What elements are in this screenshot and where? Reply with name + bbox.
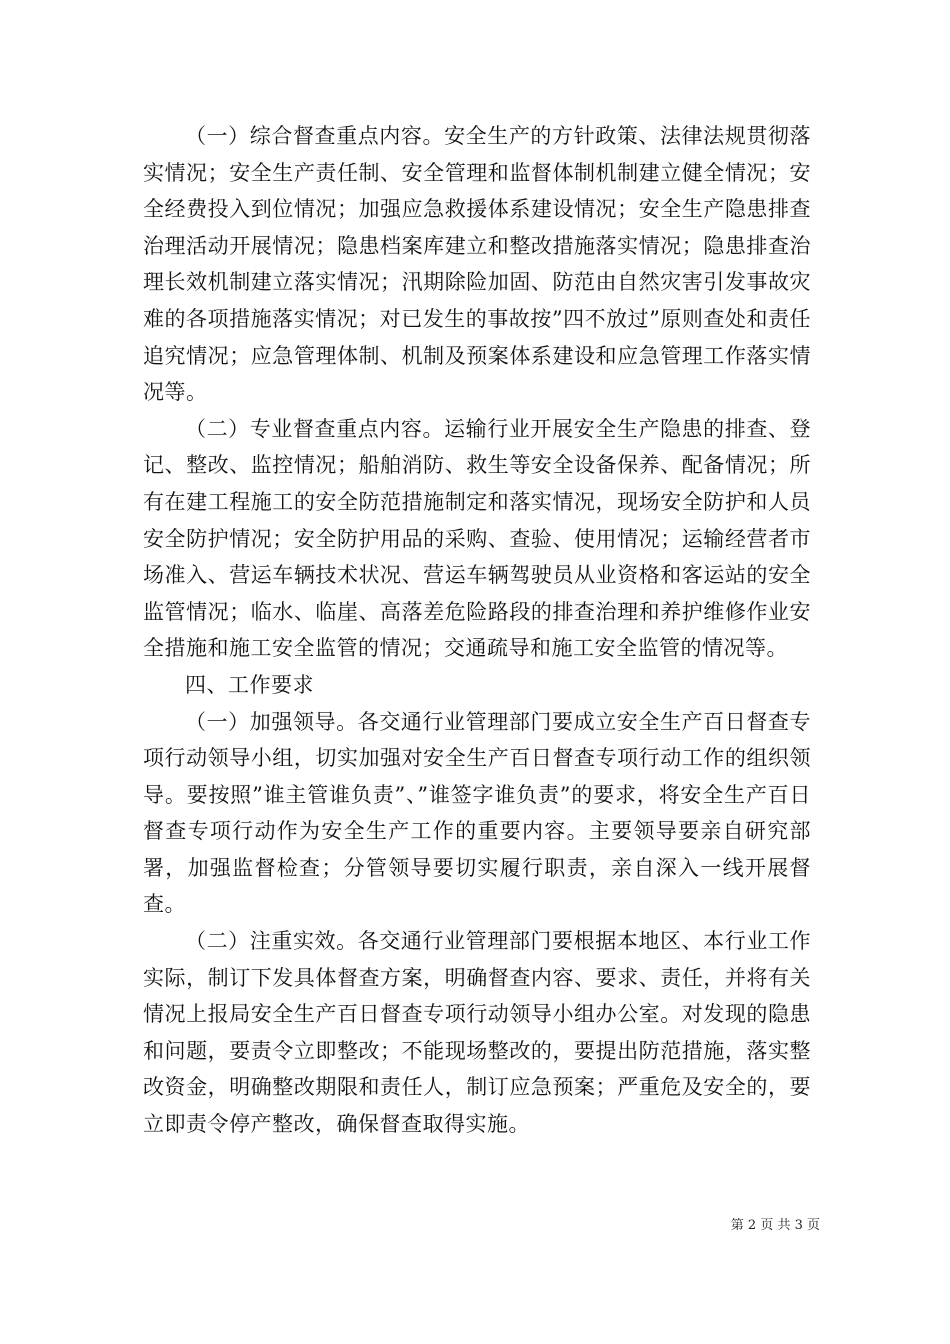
paragraph-focus-effectiveness: （二）注重实效。各交通行业管理部门要根据本地区、本行业工作实际，制订下发具体督查方案，明确督查内容、要求、责任，并将有关情况上报局安全生产百日督查专项行动领导小组办公室。对发现的隐患和问题，要责令立即整改；不能现场整改的，要提出防范措施，落实整改资金，明确整改期限和责任人，制订应急预案；严重危及安全的，要立即责令停产整改，确保督查取得实施。 [143, 929, 811, 1137]
section-heading-work-requirements: 四、工作要求 [185, 672, 314, 697]
paragraph-professional-inspection: （二）专业督查重点内容。运输行业开展安全生产隐患的排查、登记、整改、监控情况；船舶消防、救生等安全设备保养、配备情况；所有在建工程施工的安全防范措施制定和落实情况，现场安全防护和人员安全防护情况；安全防护用品的采购、查验、使用情况；运输经营者市场准入、营运车辆技术状况、营运车辆驾驶员从业资格和客运站的安全监管情况；临水、临崖、高落差危险路段的排查治理和养护维修作业安全措施和施工安全监管的情况；交通疏导和施工安全监管的情况等。 [143, 416, 811, 661]
page-number: 第 2 页 共 3 页 [730, 1218, 820, 1233]
paragraph-strengthen-leadership: （一）加强领导。各交通行业管理部门要成立安全生产百日督查专项行动领导小组，切实加强对安全生产百日督查专项行动工作的组织领导。要按照”谁主管谁负责”、”谁签字谁负责”的要求，将安全生产百日督查专项行动作为安全生产工作的重要内容。主要领导要亲自研究部署，加强监督检查；分管领导要切实履行职责，亲自深入一线开展督查。 [143, 709, 811, 917]
paragraph-comprehensive-inspection: （一）综合督查重点内容。安全生产的方针政策、法律法规贯彻落实情况；安全生产责任制、安全管理和监督体制机制建立健全情况；安全经费投入到位情况；加强应急救援体系建设情况；安全生产隐患排查治理活动开展情况；隐患档案库建立和整改措施落实情况；隐患排查治理长效机制建立落实情况；汛期除险加固、防范由自然灾害引发事故灾难的各项措施落实情况；对已发生的事故按”四不放过”原则查处和责任追究情况；应急管理体制、机制及预案体系建设和应急管理工作落实情况等。 [143, 124, 811, 405]
document-body [143, 118, 811, 1143]
